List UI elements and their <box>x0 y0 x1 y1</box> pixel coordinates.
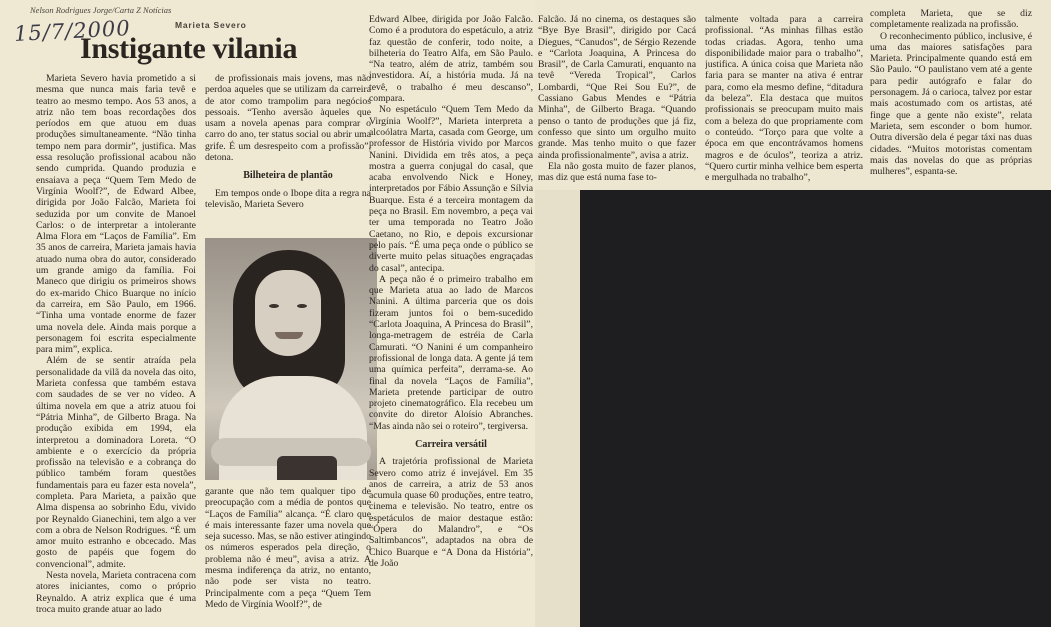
paragraph: A trajetória profissional de Marieta Severo como atriz é invejável. Em 35 anos de carreira, a atriz de 53 anos acumula quase 60 produções, entre teatro, cinema e televisão. No teatro, entre os espetáculos de maior destaque estão: “Ópera do Malandro”, e “Os Saltimbancos”, adaptados na obra de Chico Buarque e “A Dona da História”, de João <box>369 456 533 569</box>
headline: Instigante vilania <box>80 32 298 65</box>
paragraph: Nesta novela, Marieta contracena com atores iniciantes, como o próprio Reynaldo. A atriz explica que é uma troca muito grande atuar ao lado <box>36 570 196 613</box>
paragraph: Além de se sentir atraída pela personalidade da vilã da novela das oito, Marieta confessa que também estava com saudades de se ver no vídeo. A última novela em que a atriz atuou foi “Pátria Minha”, de Gilberto Braga. Na produção exibida em 1994, ela interpretou a dominadora Loreta. “O ambiente e o exercício da própria profissão na televisão e a cobrança do público também foram questões fundamentais para eu fazer esta novela”, completa. Para Marieta, a paixão que Alma dispensa ao sobrinho Edu, vivido por Reynaldo Gianechini, tem algo a ver com a obra de Nelson Rodrigues. “É um amor muito estranho e obcecado. Mas gosto de papéis que fogem do convencional”, admite. <box>36 355 196 570</box>
article-column-2-top <box>205 73 371 231</box>
subheading-bilheteira: Bilheteira de plantão <box>243 170 333 182</box>
paragraph: de profissionais mais jovens, mas não perdoa aqueles que se utilizam da carreira de ator como trampolim para negócios pessoais. “Tenho aversão àqueles que usam a novela apenas para comprar o carro do ano, ter status social ou abrir uma grife. É um desrespeito com a profissão”, detona. <box>205 73 371 164</box>
handwritten-date: 15/7/2000 <box>13 15 132 47</box>
paragraph: No espetáculo “Quem Tem Medo da Virgínia Woolf?”, Marieta interpreta a alcoólatra Marta, casada com George, um professor de História vivido por Marcos Nanini. Dividida em três atos, a peça mostra a guerra conjugal do casal, que acaba envolvendo Nick e Honey, interpretados por Fábio Assunção e Sílvia Buarque. Esta é a terceira montagem da peça no Brasil. Em novembro, a peça vai ter uma temporada no Teatro João Caetano, no Rio, e depois excursionar pelo país. “É uma peça onde o público se diverte muito pelas situações engraçadas do casal”, antecipa. <box>369 104 533 274</box>
subheading-carreira: Carreira versátil <box>415 438 487 450</box>
paragraph: Ela não gosta muito de fazer planos, mas diz que está numa fase to- <box>538 160 696 184</box>
paragraph: Em tempos onde o Ibope dita a regra na televisão, Marieta Severo <box>205 187 371 210</box>
paragraph: Edward Albee, dirigida por João Falcão. Como é a produtora do espetáculo, a atriz faz questão de conferir, todo noite, a bilheteria do Teatro Alfa, em São Paulo. “Na teatro, além de atriz, também sou investidora. Aí, a história muda. Já na tevê, o trabalho é meu descanso”, compara. <box>369 14 533 105</box>
article-column-3 <box>369 14 533 614</box>
article-column-1 <box>36 73 196 613</box>
portrait-photo <box>205 238 377 480</box>
dark-backing-area <box>580 190 1051 627</box>
source-credit: Nelson Rodrigues Jorge/Carta Z Notícias <box>30 5 172 15</box>
paragraph: Falcão. Já no cinema, os destaques são “Bye Bye Brasil”, dirigido por Cacá Diegues, “Canudos”, de Sérgio Rezende e “Carlota Joaquina, A Princesa do Brasil”, de Carla Camurati, enquanto na tevê “Vereda Tropical”, Carlos Lombardi, “Que Rei Sou Eu?”, de Cassiano Gabus Mendes e “Pátria Minha”, de Gilberto Braga. “Quando penso o tanto de produções que já fiz, confesso que sinto um orgulho muito grande. Mas tenho muito o que fazer ainda profissionalmente”, avisa a atriz. <box>538 14 696 161</box>
paragraph: garante que não tem qualquer tipo de preocupação com a média de pontos que “Laços de Família” alcança. “É claro que é mais interessante fazer uma novela que seja sucesso. Mas, se não estiver atingindo os números esperados pela direção, o problema não é meu”, avisa a atriz. A mesma indiferença da atriz, no entanto, não pode ser vista no teatro. Principalmente com a peça “Quem Tem Medo de Virgínia Woolf?”, de <box>205 486 371 610</box>
paragraph: A peça não é o primeiro trabalho em que Marieta atua ao lado de Marcos Nanini. A última parceria que os dois fizeram juntos foi o bem-sucedido “Carlota Joaquina, A Princesa do Brasil”, longa-metragem de estréia de Carla Camurati. “O Nanini é um companheiro profissional de longa data. A gente já tem uma química perfeita”, derrama-se. Ao final da novela “Laços de Família”, Marieta pretende participar de outro projeto cinematográfico. Ela recebeu um convite do diretor Aloísio Abranches. “Mas ainda não sei o roteiro”, tergiversa. <box>369 273 533 432</box>
paragraph: Marieta Severo havia prometido a si mesma que nunca mais faria tevê e teatro ao mesmo tempo. Aos 53 anos, a atriz não tem boas recordações dos períodos em que atuou em duas produções simultaneamente. “Não tinha tempo nem para dormir”, justifica. Mas essa resolução profissional acabou não sendo cumprida. Quando produzia e ensaiava a peça “Quem Tem Medo de Virgínia Woolf?”, de Edward Albee, dirigida por João Falcão, Marieta foi seduzida por um convite de Manoel Carlos: o de interpretar a intolerante Alma Flora em “Laços de Família”. Em 35 anos de carreira, Marieta jamais havia atuado numa obra do autor, considerado um grande amigo da família. Foi Maneco que dirigiu os primeiros shows do ex-marido Chico Buarque no início da carreira, em São Paulo, em 1966. “Tinha uma vontade enorme de fazer uma novela dele. Ainda mais porque a personagem foi escrita especialmente para mim”, explica. <box>36 73 196 356</box>
article-column-2-bottom <box>205 486 371 616</box>
byline: Marieta Severo <box>175 20 247 30</box>
article-column-5 <box>705 14 863 186</box>
article-column-4 <box>538 14 696 186</box>
paragraph: talmente voltada para a carreira profissional. “As minhas filhas estão todas criadas. Agora, tenho uma disponibilidade maior para o trabalho”, justifica. A única coisa que Marieta não faria para se manter na ativa é entrar para, como ela mesmo define, “ditadura da beleza”. Ela destaca que muitos profissionais se preocupam muito mais com a beleza do que propriamente com o conteúdo. “Torço para que volte a época em que encontrávamos homens magros e de óculos”, teoriza a atriz. “Quero curtir minha velhice bem esperta e mergulhada no trabalho”, <box>705 14 863 184</box>
paragraph: O reconhecimento público, inclusive, é uma das maiores satisfações para Marieta. Principalmente quando está em São Paulo. “O paulistano vem até a gente para pedir autógrafo e falar do personagem. Já o carioca, talvez por estar mais acostumado com os artistas, até finge que a gente não existe”, relata Marieta, sem esconder o bom humor. Outra diversão dela é pegar táxi nas duas cidades. “Muitos motoristas comentam mais das novelas do que as próprias mulheres”, espanta-se. <box>870 30 1032 178</box>
article-column-6 <box>870 8 1032 186</box>
paragraph: completa Marieta, que se diz completamente realizada na profissão. <box>870 8 1032 31</box>
